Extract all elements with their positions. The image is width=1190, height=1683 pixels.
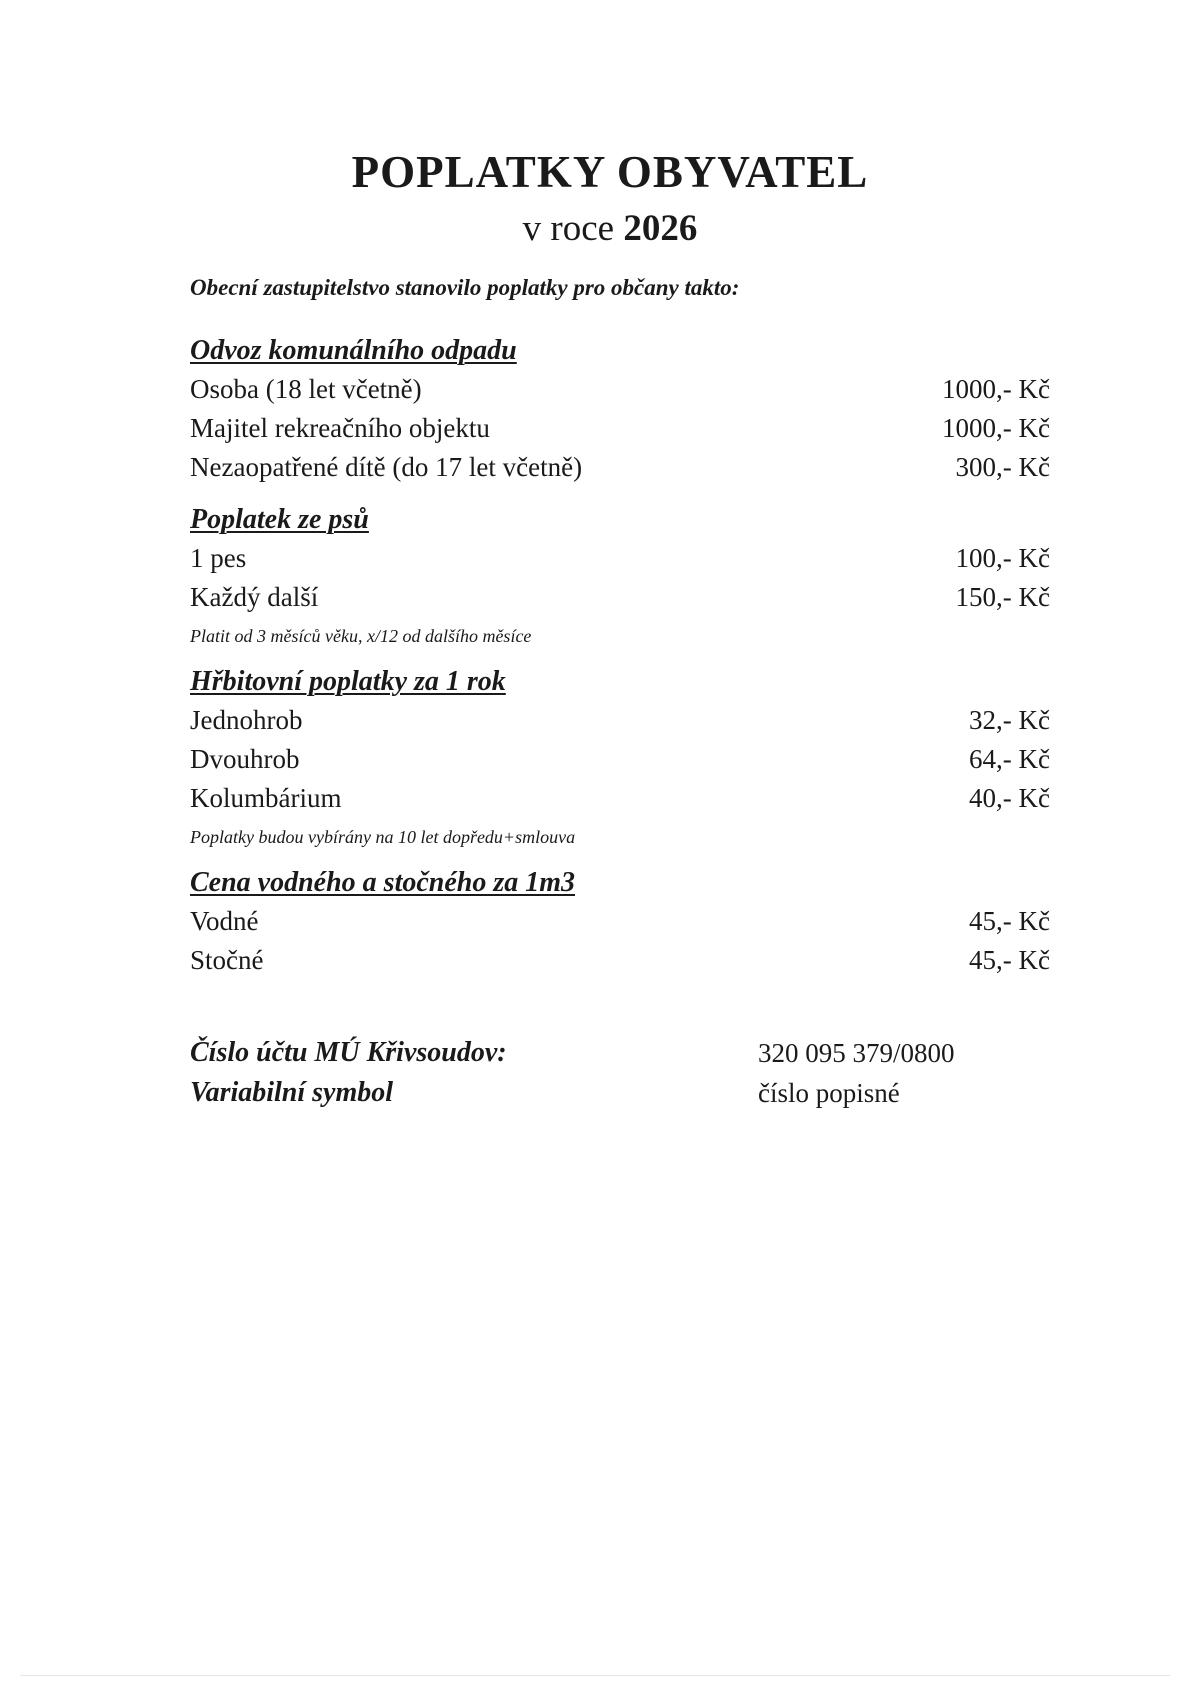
fee-label: Jednohrob	[190, 705, 303, 735]
fee-row	[190, 448, 1050, 487]
account-value: 320 095 379/0800	[758, 1038, 955, 1068]
section-note: Platit od 3 měsíců věku, x/12 od dalšího měsíce	[190, 626, 532, 646]
fee-sections	[190, 332, 1050, 980]
page-title: POPLATKY OBYVATEL	[351, 147, 869, 197]
section-heading-cemetery: Hřbitovní poplatky za 1 rok	[190, 666, 506, 697]
fee-price: 64,- Kč	[969, 744, 1050, 774]
variable-symbol-value: číslo popisné	[758, 1078, 900, 1108]
fee-label: Každý další	[190, 582, 319, 612]
fee-label: 1 pes	[190, 543, 247, 573]
account-label: Číslo účtu MÚ Křivsoudov:	[190, 1037, 507, 1068]
scan-edge-divider	[20, 1675, 1170, 1676]
fee-label: Osoba (18 let včetně)	[190, 374, 422, 404]
payment-info	[190, 1033, 990, 1113]
fee-row	[190, 539, 1050, 578]
account-row	[190, 1033, 990, 1073]
fee-price: 1000,- Kč	[942, 413, 1050, 443]
fee-label: Vodné	[190, 906, 259, 936]
section-heading-water: Cena vodného a stočného za 1m3	[190, 867, 576, 898]
fee-price: 45,- Kč	[969, 906, 1050, 936]
fee-label: Stočné	[190, 945, 264, 975]
section-heading-waste: Odvoz komunálního odpadu	[190, 335, 517, 366]
fee-row	[190, 701, 1050, 740]
fee-price: 1000,- Kč	[942, 374, 1050, 404]
variable-symbol-row	[190, 1073, 990, 1113]
fee-price: 100,- Kč	[955, 543, 1050, 573]
subtitle-year: 2026	[623, 208, 698, 249]
fee-price: 32,- Kč	[969, 705, 1050, 735]
subtitle-prefix: v roce	[522, 208, 615, 249]
section-heading-dogs: Poplatek ze psů	[190, 504, 369, 535]
fee-price: 40,- Kč	[969, 783, 1050, 813]
intro-text: Obecní zastupitelstvo stanovilo poplatky pro občany takto:	[190, 275, 740, 300]
fee-row	[190, 941, 1050, 980]
fee-row	[190, 409, 1050, 448]
fee-price: 150,- Kč	[955, 582, 1050, 612]
fee-row	[190, 779, 1050, 818]
fee-label: Majitel rekreačního objektu	[190, 413, 490, 443]
fee-label: Kolumbárium	[190, 783, 342, 813]
fee-row	[190, 740, 1050, 779]
fee-label: Nezaopatřené dítě (do 17 let včetně)	[190, 452, 583, 482]
fee-row	[190, 578, 1050, 617]
fee-row	[190, 370, 1050, 409]
fee-price: 45,- Kč	[969, 945, 1050, 975]
section-note: Poplatky budou vybírány na 10 let dopředu+smlouva	[190, 827, 576, 847]
fee-label: Dvouhrob	[190, 744, 300, 774]
variable-symbol-label: Variabilní symbol	[190, 1077, 394, 1108]
fee-row	[190, 902, 1050, 941]
fee-price: 300,- Kč	[955, 452, 1050, 482]
page-subtitle	[0, 210, 1190, 247]
